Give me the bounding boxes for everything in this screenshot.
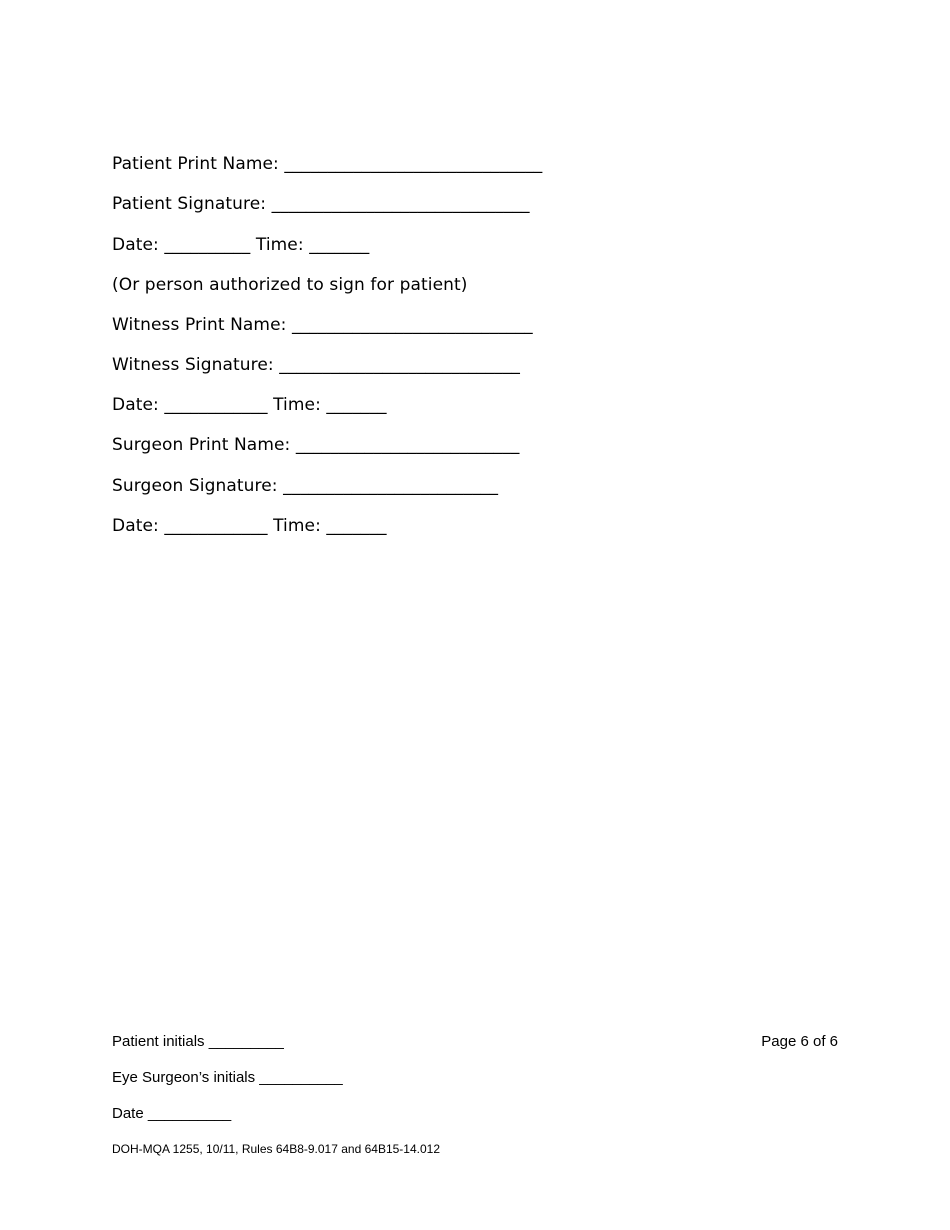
patient-signature-field[interactable]: Patient Signature: ______________________________ [112, 194, 530, 214]
patient-date-time-field[interactable]: Date: __________ Time: _______ [112, 235, 370, 255]
eye-surgeon-initials-field[interactable]: Eye Surgeon’s initials __________ [112, 1069, 343, 1086]
footer-date-field[interactable]: Date __________ [112, 1105, 232, 1122]
surgeon-print-name-field[interactable]: Surgeon Print Name: __________________________ [112, 435, 520, 455]
witness-signature-field[interactable]: Witness Signature: ____________________________ [112, 355, 521, 375]
witness-print-name-field[interactable]: Witness Print Name: ____________________________ [112, 315, 533, 335]
page-number: Page 6 of 6 [761, 1033, 838, 1050]
authorized-signer-note: (Or person authorized to sign for patient) [112, 275, 468, 295]
patient-print-name-field[interactable]: Patient Print Name: ______________________________ [112, 154, 543, 174]
form-code: DOH-MQA 1255, 10/11, Rules 64B8-9.017 and 64B15-14.012 [112, 1142, 440, 1156]
surgeon-signature-field[interactable]: Surgeon Signature: _________________________ [112, 476, 499, 496]
surgeon-date-time-field[interactable]: Date: ____________ Time: _______ [112, 516, 387, 536]
witness-date-time-field[interactable]: Date: ____________ Time: _______ [112, 395, 387, 415]
patient-initials-field[interactable]: Patient initials _________ [112, 1033, 284, 1050]
